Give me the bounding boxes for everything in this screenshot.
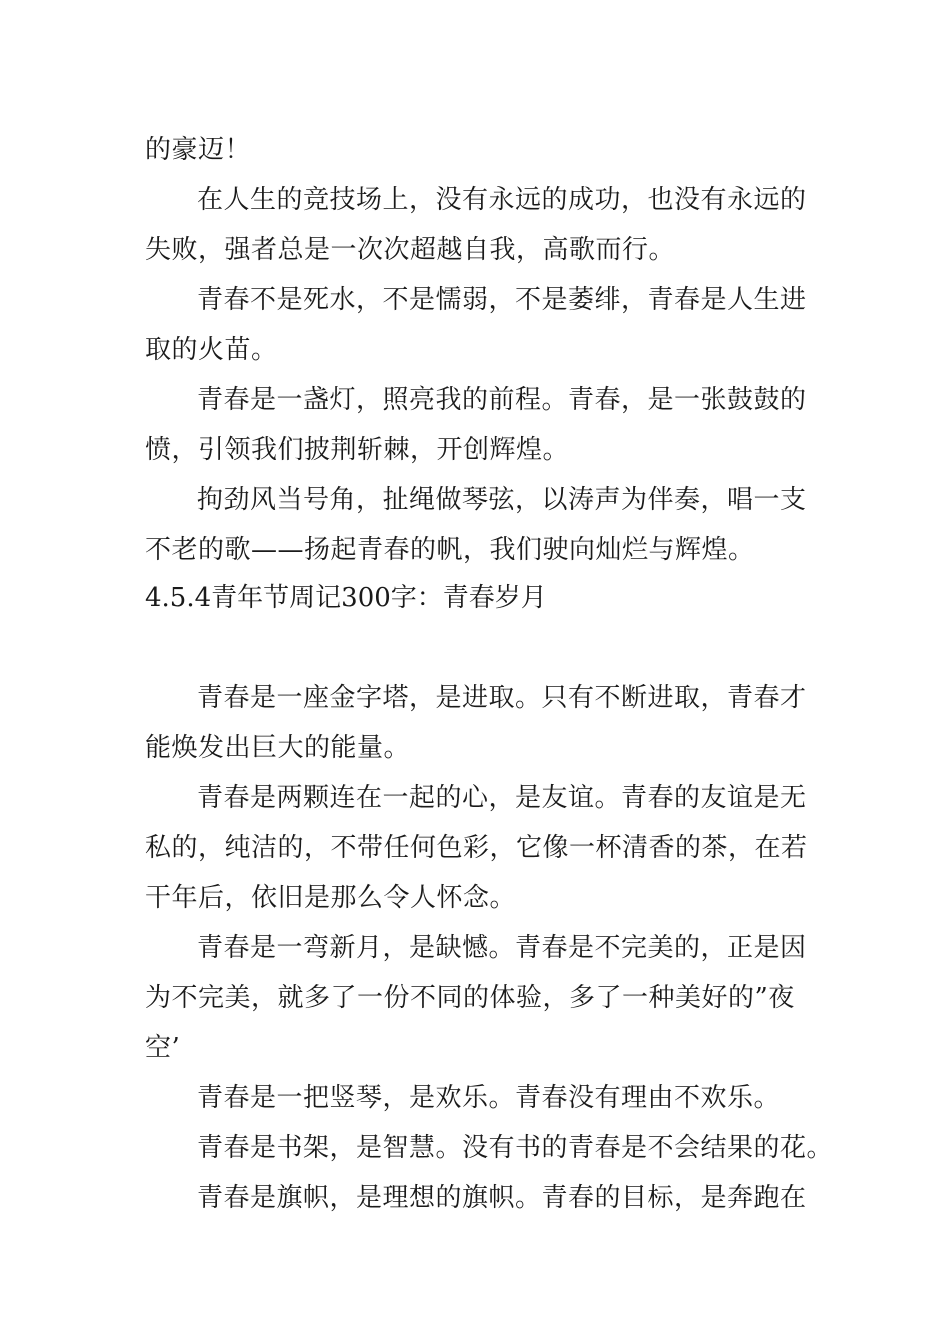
text-line: 为不完美，就多了一份不同的体验，多了一种美好的”夜 xyxy=(145,983,795,1013)
text-line: 的豪迈！ xyxy=(145,135,252,165)
text-line: 私的，纯洁的，不带任何色彩，它像一杯清香的茶，在若 xyxy=(145,833,808,863)
paragraph-line: 青春不是死水，不是懦弱，不是萎绯，青春是人生进 xyxy=(197,285,807,315)
text-line: 失败，强者总是一次次超越自我，高歌而行。 xyxy=(145,235,676,265)
text-line: 取的火苗。 xyxy=(145,335,278,365)
paragraph-line: 青春是一座金字塔，是进取。只有不断进取，青春才 xyxy=(197,683,807,713)
text-line: 愤，引领我们披荆斩棘，开创辉煌。 xyxy=(145,435,570,465)
section-heading: 4.5.4青年节周记300字：青春岁月 xyxy=(145,583,547,613)
text-line: 空’ xyxy=(145,1033,181,1063)
paragraph-line: 拘劲风当号角，扯绳做琴弦，以涛声为伴奏，唱一支 xyxy=(197,485,807,515)
paragraph-line: 青春是一把竖琴，是欢乐。青春没有理由不欢乐。 xyxy=(197,1083,781,1113)
paragraph-line: 青春是书架，是智慧。没有书的青春是不会结果的花。 xyxy=(197,1133,834,1163)
text-line: 不老的歌——扬起青春的帆，我们驶向灿烂与辉煌。 xyxy=(145,535,755,565)
paragraph-line: 青春是两颗连在一起的心，是友谊。青春的友谊是无 xyxy=(197,783,807,813)
text-line: 干年后，依旧是那么令人怀念。 xyxy=(145,883,517,913)
paragraph-line: 在人生的竞技场上，没有永远的成功，也没有永远的 xyxy=(197,185,807,215)
text-line: 能焕发出巨大的能量。 xyxy=(145,733,411,763)
paragraph-line: 青春是旗帜，是理想的旗帜。青春的目标，是奔跑在 xyxy=(197,1183,807,1213)
paragraph-line: 青春是一盏灯，照亮我的前程。青春，是一张鼓鼓的 xyxy=(197,385,807,415)
paragraph-line: 青春是一弯新月，是缺憾。青春是不完美的，正是因 xyxy=(197,933,807,963)
